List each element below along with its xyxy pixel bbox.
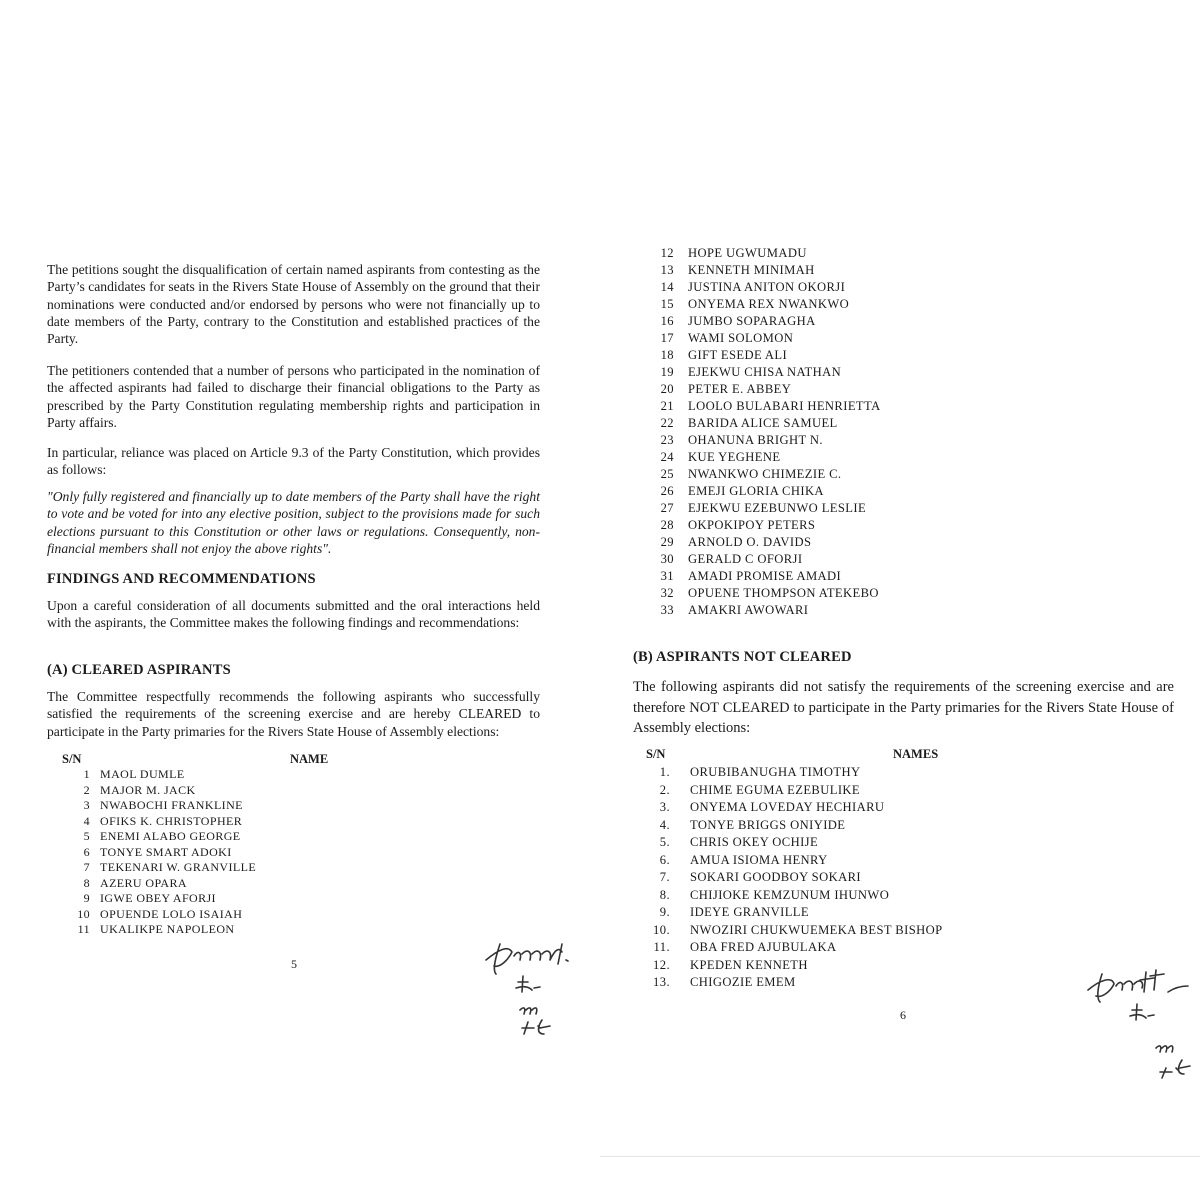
list-item (70, 814, 242, 829)
serial-number: 22 (660, 416, 674, 430)
list-item (70, 783, 196, 798)
list-item (648, 365, 841, 380)
serial-number: 12. (653, 957, 670, 972)
aspirant-name: NWOZIRI CHUKWUEMEKA BEST BISHOP (690, 922, 943, 937)
aspirant-name: MAJOR M. JACK (100, 782, 196, 797)
serial-number: 18 (660, 348, 674, 362)
list-item (644, 853, 828, 868)
serial-number: 33 (660, 603, 674, 617)
cleared-heading: (A) CLEARED ASPIRANTS (47, 662, 231, 678)
serial-number: 10 (77, 906, 90, 921)
serial-number: 23 (660, 433, 674, 447)
aspirant-name: OBA FRED AJUBULAKA (690, 940, 837, 954)
aspirant-name: LOOLO BULABARI HENRIETTA (688, 399, 881, 413)
serial-number: 1 (83, 767, 90, 781)
list-item (648, 603, 808, 618)
serial-number: 31 (660, 569, 674, 583)
list-item (70, 860, 256, 875)
aspirant-name: KPEDEN KENNETH (690, 957, 808, 972)
sn-column-header: S/N (646, 747, 666, 761)
aspirant-name: OPUENDE LOLO ISAIAH (100, 906, 243, 921)
aspirant-name: UKALIKPE NAPOLEON (100, 922, 235, 936)
list-item (644, 975, 796, 990)
list-item (648, 501, 866, 516)
serial-number: 12 (660, 246, 674, 260)
aspirant-name: EJEKWU EZEBUNWO LESLIE (688, 501, 867, 515)
aspirant-name: GIFT ESEDE ALI (688, 348, 788, 362)
list-item (648, 280, 845, 295)
aspirant-name: WAMI SOLOMON (688, 331, 794, 345)
serial-number: 32 (660, 586, 674, 600)
serial-number: 17 (660, 331, 674, 345)
serial-number: 6 (83, 844, 90, 859)
names-column-header: NAMES (893, 747, 939, 761)
list-item (644, 765, 860, 780)
aspirant-name: CHIGOZIE EMEM (690, 975, 796, 989)
findings-heading: FINDINGS AND RECOMMENDATIONS (47, 571, 316, 587)
serial-number: 4. (659, 817, 670, 832)
aspirant-name: EJEKWU CHISA NATHAN (688, 365, 842, 379)
aspirant-name: TONYE BRIGGS ONIYIDE (690, 817, 846, 832)
aspirant-name: SOKARI GOODBOY SOKARI (690, 870, 861, 884)
serial-number: 8 (83, 875, 90, 890)
list-item (70, 829, 241, 844)
serial-number: 20 (660, 382, 674, 396)
document-page-5 (0, 0, 598, 1068)
list-item (644, 888, 889, 903)
sn-column-header: S/N (62, 752, 82, 766)
serial-number: 13. (653, 975, 670, 989)
signature-initials (1084, 962, 1200, 1092)
list-item (648, 450, 780, 465)
aspirant-name: NWABOCHI FRANKLINE (100, 798, 243, 812)
aspirant-name: CHIJIOKE KEMZUNUM IHUNWO (690, 887, 890, 902)
list-item (648, 586, 879, 601)
serial-number: 2. (659, 782, 670, 797)
findings-paragraph: Upon a careful consideration of all documents submitted and the oral interactions held with the aspirants, the Committee makes the following findings and recommendations: (47, 598, 540, 631)
serial-number: 7 (83, 860, 90, 874)
serial-number: 30 (660, 552, 674, 566)
page-number: 5 (291, 957, 297, 971)
aspirant-name: CHRIS OKEY OCHIJE (690, 835, 819, 849)
list-item (644, 835, 818, 850)
aspirant-name: TONYE SMART ADOKI (100, 844, 232, 859)
list-item (70, 891, 216, 906)
list-item (644, 940, 836, 955)
list-item (648, 331, 793, 346)
serial-number: 13 (660, 263, 674, 277)
serial-number: 11 (77, 922, 90, 936)
constitution-quote: "Only fully registered and financially up to date members of the Party shall have the right to vote and be voted for into any elective position, subject to the provisions made for such elections pursuant to this Constitution or other laws or regulations. Consequently, non-financial members shall not enjoy the above rights". (47, 489, 540, 556)
serial-number: 3 (83, 798, 90, 812)
serial-number: 3. (659, 800, 670, 814)
serial-number: 6. (659, 852, 670, 867)
list-item (644, 923, 943, 938)
aspirant-name: CHIME EGUMA EZEBULIKE (690, 782, 861, 797)
list-item (648, 433, 823, 448)
list-item (644, 870, 861, 885)
aspirant-name: JUSTINA ANITON OKORJI (688, 280, 846, 294)
aspirant-name: ARNOLD O. DAVIDS (688, 535, 812, 549)
serial-number: 29 (660, 535, 674, 549)
list-item (644, 905, 809, 920)
serial-number: 28 (660, 518, 674, 532)
list-item (644, 783, 860, 798)
serial-number: 2 (83, 782, 90, 797)
list-item (70, 876, 187, 891)
petition-paragraph: The petitions sought the disqualification of certain named aspirants from contesting as the Party’s candidates for seats in the Rivers State House of Assembly on the ground that their nominations were conducted and/or endorsed by persons who were not financially up to date members of the Party, contrary to the Constitution and established practices of the Party. (47, 262, 540, 347)
serial-number: 9 (83, 891, 90, 905)
serial-number: 11. (653, 940, 670, 954)
aspirant-name: AMAKRI AWOWARI (688, 603, 809, 617)
serial-number: 4 (83, 813, 90, 828)
aspirant-name: GERALD C OFORJI (688, 552, 803, 566)
aspirant-name: OHANUNA BRIGHT N. (688, 433, 823, 447)
aspirant-name: EMEJI GLORIA CHIKA (688, 484, 824, 498)
aspirant-name: IGWE OBEY AFORJI (100, 891, 216, 905)
aspirant-name: ONYEMA REX NWANKWO (688, 297, 850, 311)
list-item (648, 382, 791, 397)
aspirant-name: KUE YEGHENE (688, 450, 781, 464)
aspirant-name: HOPE UGWUMADU (688, 246, 807, 260)
aspirant-name: BARIDA ALICE SAMUEL (688, 416, 838, 430)
aspirant-name: JUMBO SOPARAGHA (688, 314, 816, 328)
serial-number: 19 (660, 365, 674, 379)
signature-initials (478, 930, 608, 1060)
serial-number: 24 (660, 450, 674, 464)
serial-number: 1. (659, 765, 670, 779)
page-bottom-edge (600, 1156, 1200, 1157)
list-item (648, 263, 815, 278)
aspirant-name: OPUENE THOMPSON ATEKEBO (688, 586, 879, 600)
list-item (648, 314, 816, 329)
serial-number: 10. (653, 922, 670, 937)
petitioners-paragraph: The petitioners contended that a number of persons who participated in the nomination of the affected aspirants had failed to discharge their financial obligations to the Party as prescribed by the Party Constitution regulating membership rights and participation in Party affairs. (47, 363, 540, 430)
aspirant-name: OFIKS K. CHRISTOPHER (100, 813, 243, 828)
aspirant-name: NWANKWO CHIMEZIE C. (688, 467, 842, 481)
aspirant-name: TEKENARI W. GRANVILLE (100, 860, 257, 874)
serial-number: 14 (660, 280, 674, 294)
serial-number: 8. (659, 887, 670, 902)
list-item (648, 569, 841, 584)
list-item (644, 800, 884, 815)
serial-number: 5 (83, 829, 90, 843)
list-item (648, 348, 787, 363)
aspirant-name: IDEYE GRANVILLE (690, 905, 809, 919)
list-item (648, 484, 824, 499)
list-item (648, 552, 802, 567)
aspirant-name: AZERU OPARA (100, 875, 187, 890)
document-page-6 (600, 76, 1200, 1156)
article-reference-paragraph: In particular, reliance was placed on Article 9.3 of the Party Constitution, which provides as follows: (47, 445, 540, 478)
serial-number: 7. (659, 870, 670, 884)
aspirant-name: MAOL DUMLE (100, 767, 185, 781)
list-item (70, 767, 185, 782)
aspirant-name: AMADI PROMISE AMADI (688, 569, 842, 583)
list-item (648, 467, 841, 482)
serial-number: 16 (660, 314, 674, 328)
page-number: 6 (900, 1008, 906, 1022)
aspirant-name: ENEMI ALABO GEORGE (100, 829, 241, 843)
list-item (648, 399, 881, 414)
aspirant-name: ONYEMA LOVEDAY HECHIARU (690, 800, 885, 814)
serial-number: 5. (659, 835, 670, 849)
list-item (648, 518, 815, 533)
serial-number: 26 (660, 484, 674, 498)
serial-number: 9. (659, 905, 670, 919)
aspirant-name: ORUBIBANUGHA TIMOTHY (690, 765, 861, 779)
serial-number: 25 (660, 467, 674, 481)
list-item (70, 845, 232, 860)
aspirant-name: AMUA ISIOMA HENRY (690, 852, 828, 867)
list-item (648, 246, 807, 261)
list-item (644, 958, 808, 973)
aspirant-name: PETER E. ABBEY (688, 382, 792, 396)
list-item (70, 907, 242, 922)
aspirant-name: KENNETH MINIMAH (688, 263, 815, 277)
serial-number: 27 (660, 501, 674, 515)
list-item (644, 818, 845, 833)
not-cleared-paragraph: The following aspirants did not satisfy the requirements of the screening exercise and are therefore NOT CLEARED to participate in the Party primaries for the Rivers State House of Assembly elections: (633, 679, 1174, 736)
cleared-paragraph: The Committee respectfully recommends the following aspirants who successfully satisfied the requirements of the screening exercise and are hereby CLEARED to participate in the Party primaries for the Rivers State House of Assembly elections: (47, 689, 540, 739)
name-column-header: NAME (290, 752, 329, 766)
list-item (70, 922, 234, 937)
list-item (648, 416, 838, 431)
serial-number: 15 (660, 297, 674, 311)
not-cleared-heading: (B) ASPIRANTS NOT CLEARED (633, 649, 852, 665)
list-item (70, 798, 243, 813)
aspirant-name: OKPOKIPOY PETERS (688, 518, 816, 532)
list-item (648, 535, 811, 550)
list-item (648, 297, 849, 312)
serial-number: 21 (660, 399, 674, 413)
